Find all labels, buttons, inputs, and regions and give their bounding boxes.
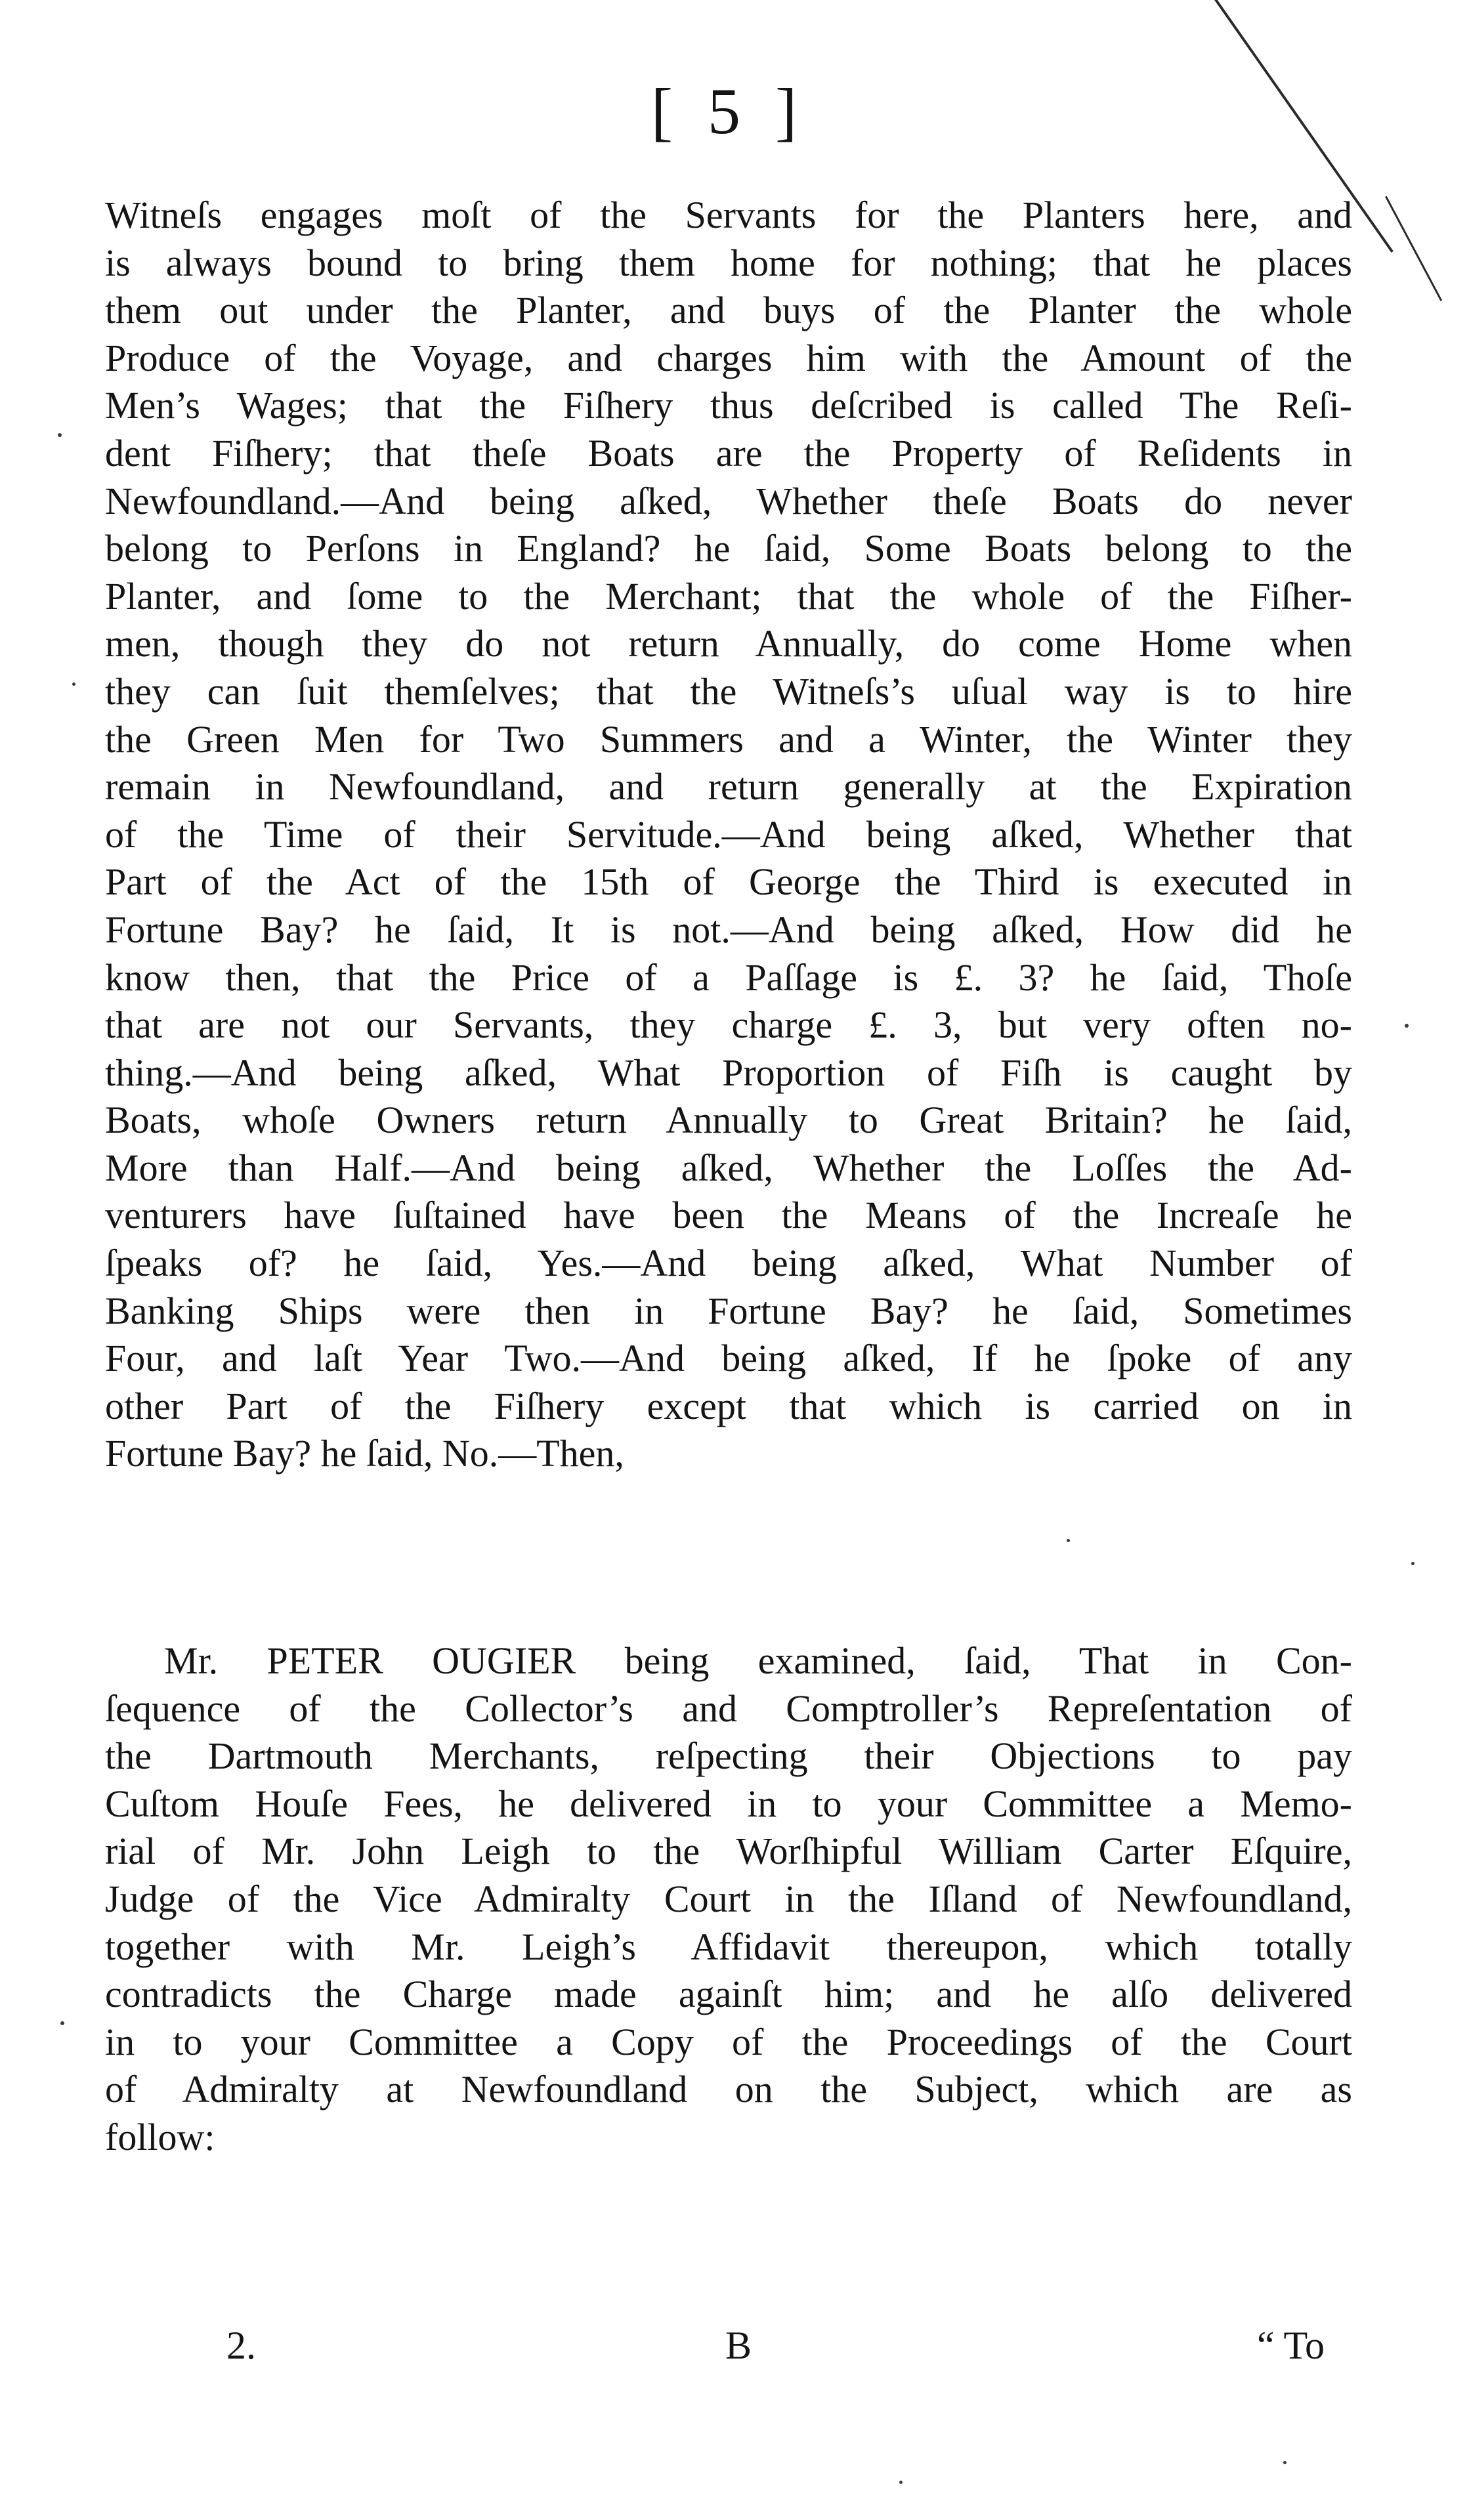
catchword: “ To [1257,2324,1325,2367]
text-line: Judge of the Vice Admiralty Court in the Iſland of Newfoundland, [105,1877,1352,1920]
text-line: Banking Ships were then in Fortune Bay? he ſaid, Sometimes [105,1289,1352,1332]
text-line: of Admiralty at Newfoundland on the Subject, which are as [105,2068,1352,2111]
page-footer [0,2323,1469,2382]
text-line: Fortune Bay? he ſaid, It is not.—And being aſked, How did he [105,908,1352,951]
text-line: remain in Newfoundland, and return generally at the Expiration [105,765,1352,808]
text-line: follow: [105,2115,215,2158]
text-line: Boats, whoſe Owners return Annually to Great Britain? he ſaid, [105,1099,1352,1142]
text-line: thing.—And being aſked, What Proportion of Fiſh is caught by [105,1051,1352,1094]
scan-speck [60,2021,64,2025]
signature-number: 2. [226,2324,256,2367]
text-line: in to your Committee a Copy of the Proceedings of the Court [105,2020,1352,2063]
text-line: know then, that the Price of a Paſſage is £. 3? he ſaid, Thoſe [105,956,1352,999]
text-line: of the Time of their Servitude.—And being aſked, Whether that [105,812,1352,856]
text-line: Men’s Wages; that the Fiſhery thus deſcribed is called The Reſi- [105,384,1352,427]
text-line: is always bound to bring them home for nothing; that he places [105,241,1352,284]
scan-speck [1067,1539,1070,1542]
text-line: they can ſuit themſelves; that the Witneſs’s uſual way is to hire [105,669,1352,713]
scan-speck [1411,1562,1415,1565]
text-line: venturers have ſuſtained have been the Means of the Increaſe he [105,1194,1352,1237]
text-line: Cuſtom Houſe Fees, he delivered in to your Committee a Memo- [105,1782,1352,1825]
scan-speck [58,433,62,437]
scan-speck [1283,2461,1287,2464]
text-line: that are not our Servants, they charge £. 3, but very often no- [105,1003,1352,1047]
text-line: them out under the Planter, and buys of the Planter the whole [105,289,1352,332]
text-line: Fortune Bay? he ſaid, No.—Then, [105,1432,624,1475]
paragraph-peter-ougier [105,1637,1352,2162]
text-line: More than Half.—And being aſked, Whether the Loſſes the Ad- [105,1146,1352,1189]
text-line: together with Mr. Leigh’s Affidavit thereupon, which totally [105,1925,1352,1968]
text-line: the Dartmouth Merchants, reſpecting their Objections to pay [105,1734,1352,1778]
page-number: [ 5 ] [650,75,807,148]
text-line: Newfoundland.—And being aſked, Whether theſe Boats do never [105,479,1352,522]
text-line: ſpeaks of? he ſaid, Yes.—And being aſked, What Number of [105,1242,1352,1285]
text-line: belong to Perſons in England? he ſaid, Some Boats belong to the [105,527,1352,570]
text-line: other Part of the Fiſhery except that which is carried on in [105,1384,1352,1427]
text-line: the Green Men for Two Summers and a Winter, the Winter they [105,717,1352,761]
gathering-letter: B [725,2324,752,2367]
text-line: Witneſs engages moſt of the Servants for the Planters here, and [105,194,1352,236]
text-line: Produce of the Voyage, and charges him with the Amount of the [105,336,1352,379]
scan-speck [899,2481,903,2484]
text-line: Planter, and ſome to the Merchant; that the whole of the Fiſher- [105,574,1352,618]
scan-speck [1405,1024,1409,1028]
text-line: contradicts the Charge made againſt him; and he alſo delivered [105,1973,1352,2016]
text-line: men, though they do not return Annually, do come Home when [105,622,1352,665]
text-line: Mr. PETER OUGIER being examined, ſaid, That in Con- [164,1639,1352,1682]
scan-speck [72,682,75,686]
text-line: rial of Mr. John Leigh to the Worſhipful William Carter Eſquire, [105,1830,1352,1873]
paragraph-testimony [105,192,1352,1478]
text-line: Part of the Act of the 15th of George the Third is executed in [105,860,1352,904]
text-line: ſequence of the Collector’s and Comptroller’s Repreſentation of [105,1687,1352,1730]
text-line: dent Fiſhery; that theſe Boats are the Property of Reſidents in [105,431,1352,474]
text-line: Four, and laſt Year Two.—And being aſked, If he ſpoke of any [105,1337,1352,1380]
scan-artifact-line-2 [1385,196,1442,301]
